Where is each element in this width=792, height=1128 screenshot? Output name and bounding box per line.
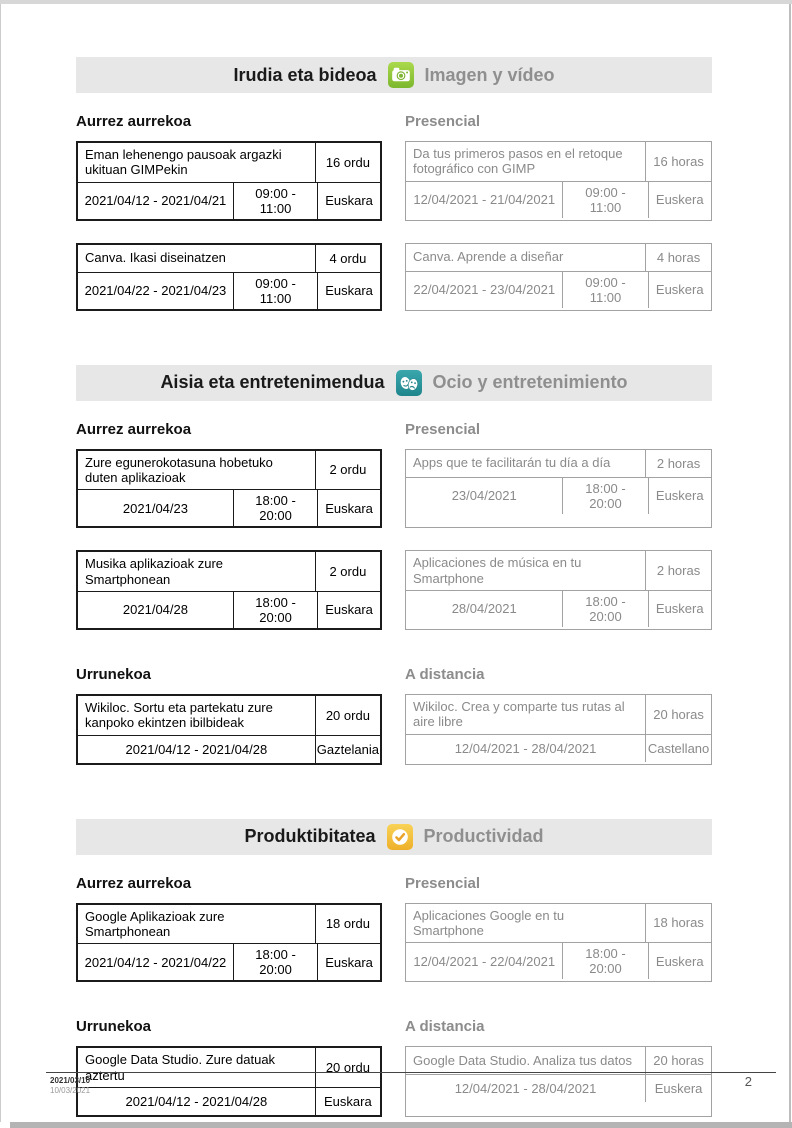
course-table-basque (76, 243, 382, 311)
group-label-basque: Urrunekoa (76, 665, 152, 683)
group-label-spanish: A distancia (405, 1018, 485, 1036)
course-language: Euskera (648, 182, 711, 218)
course-title: Aplicaciones Google en tu Smartphone (413, 907, 565, 938)
course-table-spanish (405, 694, 712, 765)
course-row (76, 903, 712, 983)
section-title-basque: Aisia eta entretenimendua (160, 372, 385, 393)
group-labels-row (76, 875, 712, 892)
course-table-spanish (405, 1046, 712, 1117)
course-dates: 28/04/2021 (451, 601, 517, 617)
course-duration: 20 horas (645, 695, 711, 734)
course-title: Musika aplikazioak zure Smartphonean (85, 556, 224, 587)
course-duration: 2 horas (645, 551, 711, 590)
course-language: Castellano (645, 735, 711, 762)
footer-date-primary: 2021/03/10 (50, 1076, 91, 1085)
course-title: Wikiloc. Sortu eta partekatu zure kanpoko ekintzen ibilbideak (85, 699, 273, 731)
course-table-spanish (405, 141, 712, 221)
course-duration: 16 ordu (315, 143, 380, 182)
page-bottom-edge (10, 1122, 792, 1128)
course-row (76, 1046, 712, 1117)
course-table-basque (76, 1046, 382, 1117)
course-language: Euskera (648, 478, 711, 514)
course-row (76, 141, 712, 221)
course-language: Euskara (317, 592, 380, 628)
section-image-video (76, 57, 712, 311)
course-duration: 18 ordu (315, 905, 380, 944)
page-right-edge (789, 4, 791, 1122)
course-row (76, 550, 712, 630)
course-table-spanish (405, 449, 712, 529)
course-dates: 2021/04/12 - 2021/04/22 (84, 954, 227, 970)
course-duration: 4 horas (645, 244, 711, 271)
course-time: 09:00 - 11:00 (233, 273, 317, 309)
group-label-spanish: Presencial (405, 874, 481, 892)
course-duration: 18 horas (645, 904, 711, 943)
course-time: 18:00 - 20:00 (562, 591, 647, 627)
course-duration: 20 horas (645, 1047, 711, 1074)
section-header-bar (76, 365, 712, 401)
course-table-basque (76, 449, 382, 529)
course-duration: 2 ordu (315, 552, 380, 591)
course-table-basque (76, 550, 382, 630)
course-table-spanish (405, 903, 712, 983)
page-number: 2 (744, 1074, 752, 1089)
course-table-basque (76, 141, 382, 221)
course-title: Wikiloc. Crea y comparte tus rutas al aire libre (413, 698, 625, 730)
group-label-spanish: A distancia (405, 665, 485, 683)
course-time: 18:00 - 20:00 (233, 592, 317, 628)
course-dates: 2021/04/12 - 2021/04/28 (125, 741, 268, 757)
footer-rule (46, 1072, 776, 1073)
course-dates: 12/04/2021 - 21/04/2021 (413, 192, 556, 208)
course-title: Canva. Ikasi diseinatzen (85, 250, 226, 266)
course-language: Euskera (648, 591, 711, 627)
course-title: Google Aplikazioak zure Smartphonean (85, 908, 225, 939)
course-title: Da tus primeros pasos en el retoque fotográfico con GIMP (413, 146, 623, 177)
course-time: 18:00 - 20:00 (233, 490, 317, 526)
section-header-bar (76, 57, 712, 93)
course-dates: 12/04/2021 - 28/04/2021 (454, 740, 597, 756)
page-left-edge (0, 4, 1, 1122)
group-label-spanish: Presencial (405, 113, 481, 130)
section-title-basque: Produktibitatea (244, 826, 376, 847)
course-language: Euskara (317, 183, 380, 219)
group-label-spanish: Presencial (405, 420, 481, 438)
footer-dates (50, 1076, 90, 1097)
course-time: 09:00 - 11:00 (562, 272, 647, 308)
section-title-spanish: Imagen y vídeo (424, 64, 555, 85)
course-dates: 2021/04/12 - 2021/04/21 (84, 193, 227, 209)
course-time: 09:00 - 11:00 (562, 182, 647, 218)
course-language: Euskera (648, 272, 711, 308)
course-table-spanish (405, 550, 712, 630)
course-row (76, 243, 712, 311)
section-header-bar (76, 819, 712, 855)
course-row (76, 449, 712, 529)
course-dates: 2021/04/12 - 2021/04/28 (125, 1093, 268, 1109)
section-leisure (76, 365, 712, 765)
course-language: Euskara (315, 1088, 380, 1115)
course-title: Zure egunerokotasuna hobetuko duten aplikazioak (85, 454, 273, 485)
course-dates: 12/04/2021 - 22/04/2021 (413, 953, 556, 969)
course-dates: 2021/04/22 - 2021/04/23 (84, 283, 227, 299)
course-dates: 2021/04/23 (122, 500, 188, 516)
course-duration: 2 horas (645, 450, 711, 477)
course-title: Apps que te facilitarán tu día a día (413, 455, 611, 471)
course-title: Canva. Aprende a diseñar (413, 249, 564, 265)
group-label-basque: Aurrez aurrekoa (76, 113, 192, 130)
course-time: 18:00 - 20:00 (562, 943, 647, 979)
course-dates: 22/04/2021 - 23/04/2021 (413, 282, 556, 298)
course-time: 09:00 - 11:00 (233, 183, 317, 219)
course-duration: 16 horas (645, 142, 711, 181)
section-title-spanish: Productividad (423, 826, 544, 847)
footer-date-secondary: 10/03/2021 (50, 1086, 91, 1096)
course-table-basque (76, 694, 382, 765)
course-language: Euskara (317, 490, 380, 526)
course-dates: 23/04/2021 (451, 488, 517, 504)
course-duration: 20 ordu (315, 696, 380, 735)
check-icon (387, 824, 413, 850)
course-language: Euskara (317, 944, 380, 980)
course-language: Euskera (645, 1075, 711, 1102)
course-title: Google Data Studio. Analiza tus datos (413, 1053, 632, 1069)
course-row (76, 694, 712, 765)
group-label-basque: Urrunekoa (76, 1018, 152, 1036)
course-duration: 2 ordu (315, 451, 380, 490)
course-language: Euskara (317, 273, 380, 309)
page-top-edge (0, 0, 792, 4)
course-table-basque (76, 903, 382, 983)
course-title: Aplicaciones de música en tu Smartphone (413, 555, 582, 586)
course-dates: 2021/04/28 (122, 602, 188, 618)
course-language: Euskera (648, 943, 711, 979)
group-labels-row (76, 113, 712, 130)
group-labels-row (76, 1018, 712, 1035)
course-title: Eman lehenengo pausoak argazki ukituan GIMPekin (85, 147, 282, 178)
course-time: 18:00 - 20:00 (562, 478, 647, 514)
group-labels-row (76, 421, 712, 438)
theater-masks-icon (396, 370, 422, 396)
course-title: Google Data Studio. Zure datuak aztertu (85, 1052, 276, 1083)
course-dates: 12/04/2021 - 28/04/2021 (454, 1081, 597, 1097)
group-labels-row (76, 666, 712, 683)
course-language: Gaztelania (315, 736, 380, 763)
course-table-spanish (405, 243, 712, 311)
section-title-basque: Irudia eta bideoa (233, 64, 377, 85)
course-duration: 20 ordu (315, 1048, 380, 1087)
group-label-basque: Aurrez aurrekoa (76, 874, 192, 892)
course-duration: 4 ordu (315, 245, 380, 272)
section-title-spanish: Ocio y entretenimiento (432, 372, 628, 393)
camera-icon (388, 62, 414, 88)
course-time: 18:00 - 20:00 (233, 944, 317, 980)
group-label-basque: Aurrez aurrekoa (76, 420, 192, 438)
